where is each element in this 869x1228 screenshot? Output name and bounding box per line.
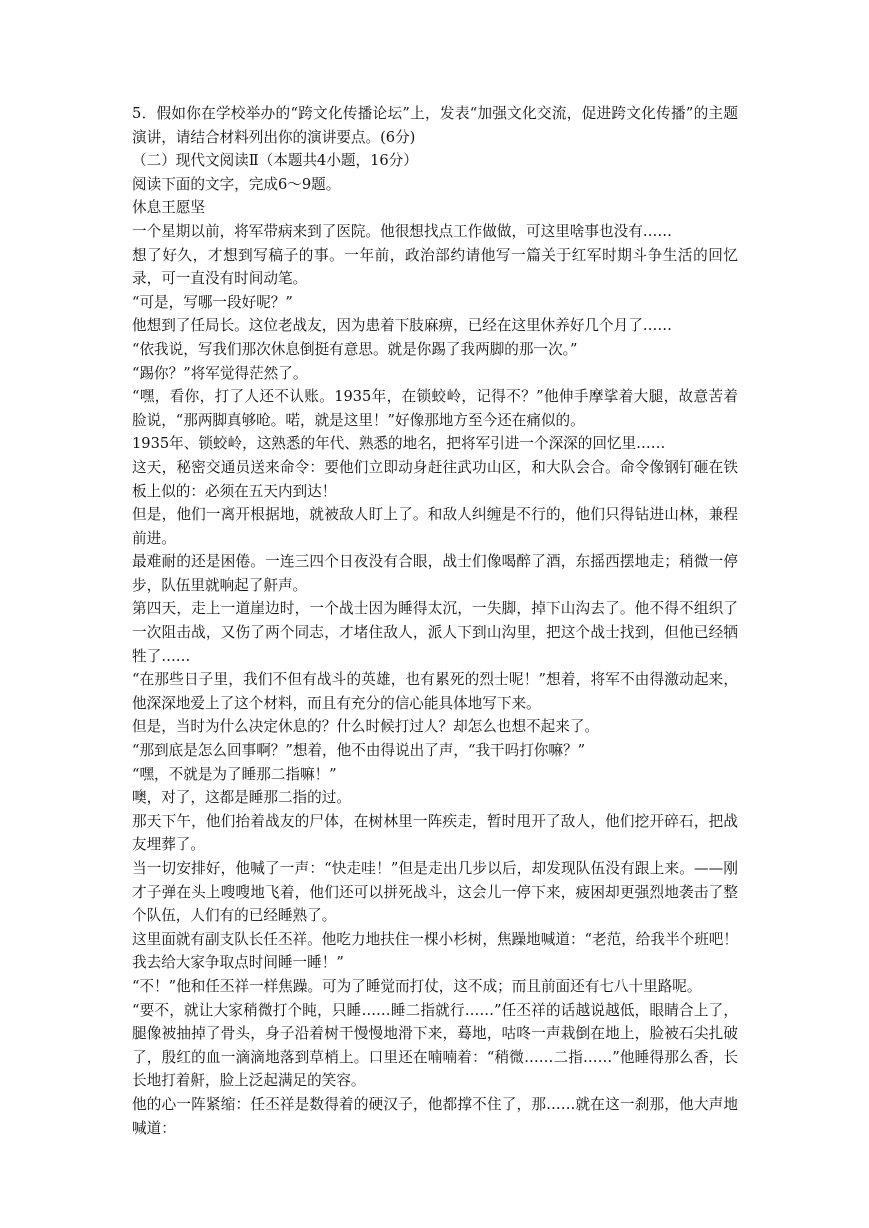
paragraph: 这里面就有副支队长任丕祥。他吃力地扶住一棵小杉树，焦躁地喊道：“老范，给我半个班吧！我去给大家争取点时间睡一睡！” xyxy=(132,930,738,972)
paragraph: 一个星期以前，将军带病来到了医院。他很想找点工作做做，可这里啥事也没有…… xyxy=(132,222,672,240)
paragraph: 1935年、锁蛟岭，这熟悉的年代、熟悉的地名，把将军引进一个深深的回忆里…… xyxy=(132,435,666,453)
article-title: 休息王愿坚 xyxy=(132,199,205,217)
paragraph: 第四天，走上一道崖边时，一个战士因为睡得太沉，一失脚，掉下山沟去了。他不得不组织了一次阻击战，又伤了两个同志，才堵住敌人，派人下到山沟里，把这个战士找到，但他已经牺牲了…… xyxy=(132,600,738,665)
section-heading: （二）现代文阅读Ⅱ（本题共4小题，16分） xyxy=(132,152,418,170)
paragraph: 想了好久，才想到写稿子的事。一年前，政治部约请他写一篇关于红军时期斗争生活的回忆录，可一直没有时间动笔。 xyxy=(132,246,738,288)
reading-instruction: 阅读下面的文字，完成6～9题。 xyxy=(132,175,341,193)
paragraph: “在那些日子里，我们不但有战斗的英雄，也有累死的烈士呢！”想着，将军不由得激动起来，他深深地爱上了这个材料，而且有充分的信心能具体地写下来。 xyxy=(132,671,738,712)
paragraph: 这天，秘密交通员送来命令：要他们立即动身赶往武功山区，和大队会合。命令像钢钉砸在铁板上似的：必须在五天内到达！ xyxy=(132,458,738,500)
paragraph: “嘿，看你，打了人还不认账。1935年，在锁蛟岭，记得不？”他伸手摩挲着大腿，故意苦着脸说，“那两脚真够呛。喏，就是这里！”好像那地方至今还在痛似的。 xyxy=(132,388,738,429)
paragraph: 那天下午，他们抬着战友的尸体，在树林里一阵疾走，暂时甩开了敌人，他们挖开碎石，把战友埋葬了。 xyxy=(132,812,738,854)
paragraph: 但是，他们一离开根据地，就被敌人盯上了。和敌人纠缠是不行的，他们只得钻进山林，兼程前进。 xyxy=(132,506,738,547)
paragraph: “依我说，写我们那次休息倒挺有意思。就是你踢了我两脚的那一次。” xyxy=(132,340,578,358)
paragraph: 当一切安排好，他喊了一声：“快走哇！”但是走出几步以后，却发现队伍没有跟上来。——刚才子弹在头上嗖嗖地飞着，他们还可以拼死战斗，这会儿一停下来，疲困却更强烈地袭击了整个队伍，人们有的已经睡熟了。 xyxy=(132,860,738,925)
paragraph: 最难耐的还是困倦。一连三四个日夜没有合眼，战士们像喝醉了酒，东摇西摆地走；稍微一停步，队伍里就响起了鼾声。 xyxy=(132,553,738,594)
document-page xyxy=(132,102,738,1140)
paragraph: “那到底是怎么回事啊？”想着，他不由得说出了声，“我干吗打你嘛？” xyxy=(132,742,586,760)
paragraph: 他想到了任局长。这位老战友，因为患着下肢麻痹，已经在这里休养好几个月了…… xyxy=(132,317,672,335)
paragraph: “要不，就让大家稍微打个盹，只睡……睡二指就行……”任丕祥的话越说越低，眼睛合上了，腿像被抽掉了骨头，身子沿着树干慢慢地滑下来，蓦地，咕咚一声栽倒在地上，脸被石尖扎破了，殷红的血一滴滴地落到草梢上。口里还在喃喃着：“稍微……二指……”他睡得那么香，长长地打着鼾，脸上泛起满足的笑容。 xyxy=(132,1001,738,1090)
paragraph: “嘿，不就是为了睡那二指嘛！” xyxy=(132,765,337,783)
paragraph: 噢，对了，这都是睡那二指的过。 xyxy=(132,789,351,807)
paragraph: “踢你？”将军觉得茫然了。 xyxy=(132,364,308,382)
paragraph: 但是，当时为什么决定休息的？什么时候打过人？却怎么也想不起来了。 xyxy=(132,718,600,736)
paragraph: 他的心一阵紧缩：任丕祥是数得着的硬汉子，他都撑不住了，那……就在这一刹那，他大声地喊道： xyxy=(132,1095,738,1137)
question-5: 5．假如你在学校举办的“跨文化传播论坛”上，发表“加强文化交流，促进跨文化传播”的主题演讲，请结合材料列出你的演讲要点。(6分) xyxy=(132,105,738,146)
paragraph: “不！”他和任丕祥一样焦躁。可为了睡觉而打仗，这不成；而且前面还有七八十里路呢。 xyxy=(132,977,702,995)
paragraph: “可是，写哪一段好呢？” xyxy=(132,293,293,311)
